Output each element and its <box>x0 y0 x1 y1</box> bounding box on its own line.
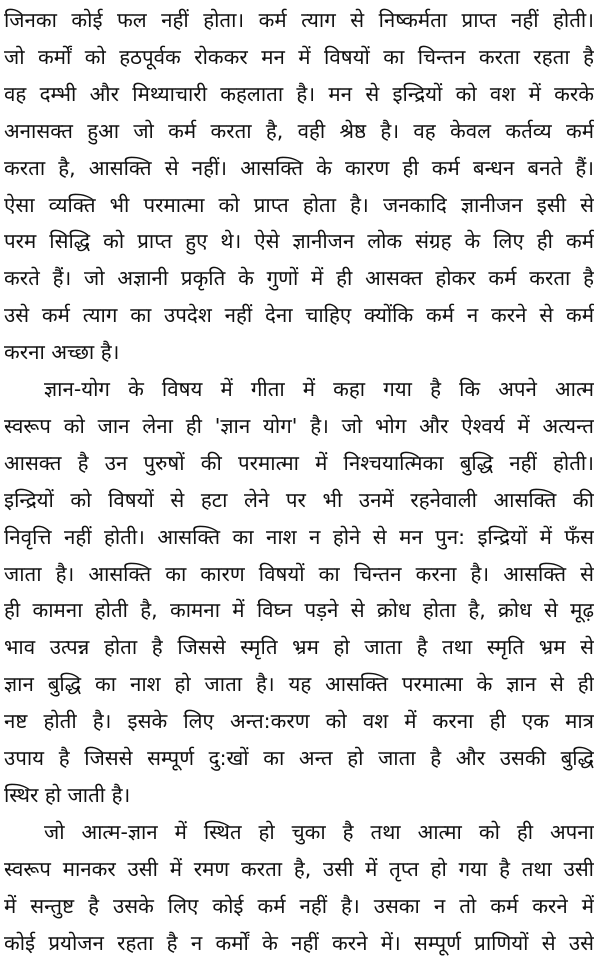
text-line: निवृत्ति नहीं होती। आसक्ति का नाश न होने से मन पुन: इन्द्रियों में फँस <box>4 524 594 549</box>
text-line: नष्ट होती है। इसके लिए अन्त:करण को वश में करना ही एक मात्र <box>4 709 594 734</box>
text-line: कोई प्रयोजन रहता है न कर्मों के नहीं करने में। सम्पूर्ण प्राणियों से उसे <box>4 930 594 955</box>
text-line: भाव उत्पन्न होता है जिससे स्मृति भ्रम हो जाता है तथा स्मृति भ्रम से <box>4 635 594 660</box>
paragraph-end-line: स्थिर हो जाती है। <box>4 782 131 807</box>
paragraph-end-line: करना अच्छा है। <box>4 340 120 365</box>
paragraph-start-line: जो आत्म-ज्ञान में स्थित हो चुका है तथा आत्मा को ही अपना <box>44 819 594 844</box>
text-line: उसे कर्म त्याग का उपदेश नहीं देना चाहिए क्योंकि कर्म न करने से कर्म <box>4 303 594 328</box>
text-line: उपाय है जिससे सम्पूर्ण दु:खों का अन्त हो जाता है और उसकी बुद्धि <box>4 746 594 770</box>
text-line: जाता है। आसक्ति का कारण विषयों का चिन्तन करना है। आसक्ति से <box>4 561 594 586</box>
text-line: ही कामना होती है, कामना में विघ्न पड़ने से क्रोध होता है, क्रोध से मूढ़ <box>4 598 594 623</box>
paragraph-start-line: ज्ञान-योग के विषय में गीता में कहा गया है कि अपने आत्म <box>44 377 594 401</box>
text-line: इन्द्रियों को विषयों से हटा लेने पर भी उनमें रहनेवाली आसक्ति की <box>4 487 594 512</box>
text-line: स्वरूप को जान लेना ही 'ज्ञान योग' है। जो भोग और ऐश्वर्य में अत्यन्त <box>4 413 594 438</box>
text-line: स्वरूप मानकर उसी में रमण करता है, उसी में तृप्त हो गया है तथा उसी <box>4 856 594 881</box>
text-line: करता है, आसक्ति से नहीं। आसक्ति के कारण ही कर्म बन्धन बनते हैं। <box>4 155 594 180</box>
text-line: आसक्त है उन पुरुषों की परमात्मा में निश्चयात्मिका बुद्धि नहीं होती। <box>4 450 594 475</box>
text-line: वह दम्भी और मिथ्याचारी कहलाता है। मन से इन्द्रियों को वश में करके <box>4 81 594 106</box>
text-line: करते हैं। जो अज्ञानी प्रकृति के गुणों में ही आसक्त होकर कर्म करता है <box>4 266 594 291</box>
text-line: परम सिद्धि को प्राप्त हुए थे। ऐसे ज्ञानीजन लोक संग्रह के लिए ही कर्म <box>4 229 594 254</box>
text-line: जिनका कोई फल नहीं होता। कर्म त्याग से निष्कर्मता प्राप्त नहीं होती। <box>4 8 594 32</box>
text-line: ऐसा व्यक्ति भी परमात्मा को प्राप्त होता है। जनकादि ज्ञानीजन इसी से <box>4 192 594 217</box>
text-line: ज्ञान बुद्धि का नाश हो जाता है। यह आसक्ति परमात्मा के ज्ञान से ही <box>4 672 594 697</box>
text-line: जो कर्मों को हठपूर्वक रोककर मन में विषयों का चिन्तन करता रहता है <box>4 44 594 69</box>
text-line: अनासक्त हुआ जो कर्म करता है, वही श्रेष्ठ है। वह केवल कर्तव्य कर्म <box>4 118 594 143</box>
text-line: में सन्तुष्ट है उसके लिए कोई कर्म नहीं है। उसका न तो कर्म करने में <box>4 893 594 918</box>
